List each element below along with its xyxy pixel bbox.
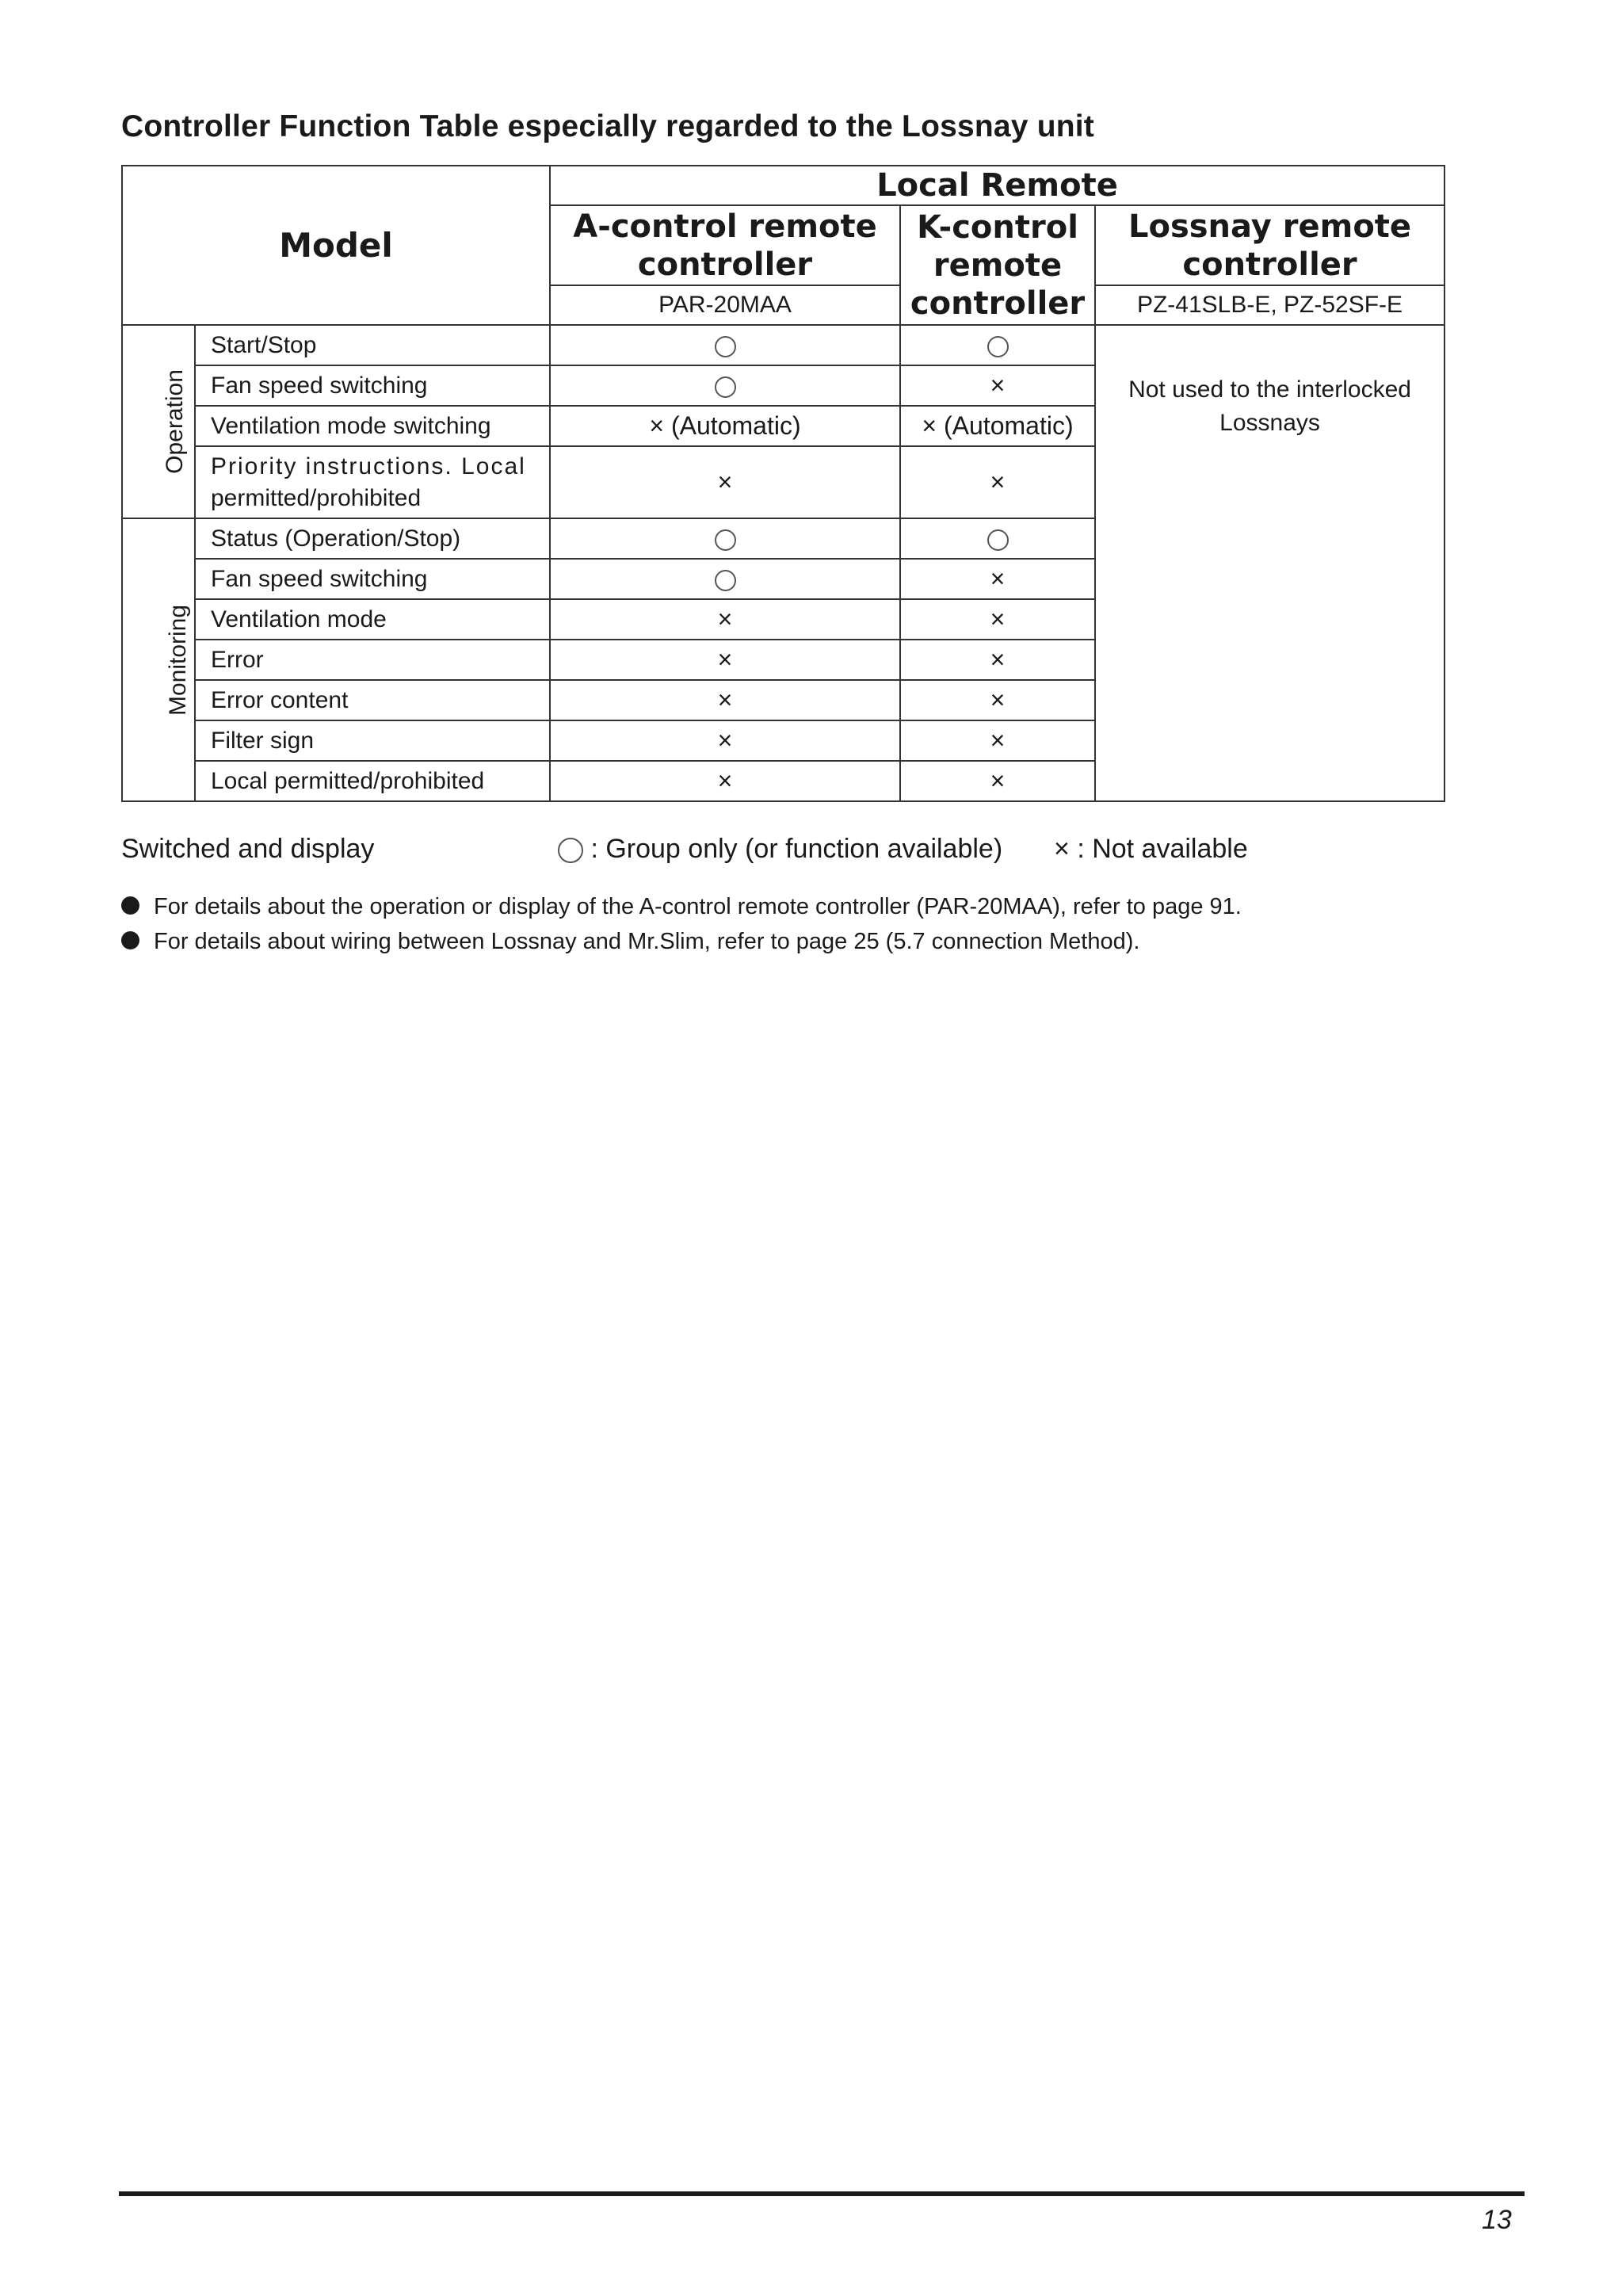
k-control-header — [900, 205, 1095, 325]
group-label-monitoring: Monitoring — [122, 518, 195, 801]
a-control-cell: × (Automatic) — [550, 406, 900, 446]
lossnay-note-line2: Lossnays — [1219, 410, 1320, 436]
function-label: Error content — [195, 680, 550, 720]
lossnay-not-used-note — [1095, 325, 1445, 801]
k-control-cell — [900, 680, 1095, 720]
k-control-cell — [900, 446, 1095, 518]
k-control-cell — [900, 559, 1095, 599]
a-control-cell — [550, 559, 900, 599]
function-label: Ventilation mode — [195, 599, 550, 640]
circle-icon — [715, 570, 736, 591]
circle-icon — [715, 376, 736, 398]
x-mark-icon: × — [990, 726, 1006, 755]
lossnay-model-code: PZ-41SLB-E, PZ-52SF-E — [1095, 285, 1445, 325]
a-control-cell — [550, 599, 900, 640]
function-label — [195, 446, 550, 518]
circle-icon — [558, 838, 583, 863]
note-text: For details about wiring between Lossnay and Mr.Slim, refer to page 25 (5.7 connection Method). — [154, 929, 1140, 954]
legend-circle-text: : Group only (or function available) — [590, 834, 1003, 864]
a-control-cell — [550, 761, 900, 801]
x-mark-icon: × — [990, 605, 1006, 633]
a-control-cell — [550, 518, 900, 559]
footer-rule — [119, 2191, 1525, 2196]
notes-list — [121, 889, 1242, 959]
x-mark-icon: × — [717, 726, 733, 755]
k-control-cell — [900, 720, 1095, 761]
function-label: Fan speed switching — [195, 559, 550, 599]
x-mark-icon: × — [717, 645, 733, 674]
x-mark-icon: × — [717, 766, 733, 795]
legend-x-text: : Not available — [1077, 834, 1248, 864]
x-mark-icon: × — [990, 371, 1006, 399]
lossnay-name-line1: Lossnay remote — [1128, 208, 1412, 245]
a-control-cell — [550, 365, 900, 406]
note-item — [121, 924, 1242, 959]
lossnay-note-line1: Not used to the interlocked — [1128, 376, 1411, 403]
circle-icon — [987, 336, 1009, 357]
k-control-cell — [900, 599, 1095, 640]
function-label-line1: Priority instructions. Local — [211, 453, 526, 479]
function-label: Fan speed switching — [195, 365, 550, 406]
legend-circle — [558, 834, 1002, 865]
circle-icon — [715, 529, 736, 551]
k-control-cell — [900, 325, 1095, 365]
controller-function-table — [121, 165, 1445, 802]
function-label: Error — [195, 640, 550, 680]
legend-title: Switched and display — [121, 834, 375, 864]
function-label: Local permitted/prohibited — [195, 761, 550, 801]
lossnay-name-line2: controller — [1182, 246, 1357, 283]
k-control-cell — [900, 365, 1095, 406]
k-control-cell: × (Automatic) — [900, 406, 1095, 446]
a-control-cell — [550, 720, 900, 761]
x-mark-icon: × — [990, 766, 1006, 795]
bullet-icon — [121, 896, 139, 915]
k-control-cell — [900, 518, 1095, 559]
a-control-cell — [550, 446, 900, 518]
x-mark-icon: × — [990, 645, 1006, 674]
function-label: Ventilation mode switching — [195, 406, 550, 446]
a-control-model-code: PAR-20MAA — [550, 285, 900, 325]
k-control-name-line2: remote — [933, 246, 1063, 284]
x-mark-icon: × — [990, 468, 1006, 496]
function-label-line2: permitted/prohibited — [211, 484, 422, 511]
k-control-cell — [900, 640, 1095, 680]
circle-icon — [987, 529, 1009, 551]
lossnay-header — [1095, 205, 1445, 285]
x-mark-icon: × — [990, 564, 1006, 593]
note-item — [121, 889, 1242, 924]
k-control-name-line1: K-control — [917, 208, 1078, 246]
x-mark-icon: × — [717, 686, 733, 714]
x-mark-icon: × — [717, 468, 733, 496]
function-label: Start/Stop — [195, 325, 550, 365]
group-label-operation: Operation — [122, 325, 195, 518]
x-mark-icon: × — [717, 605, 733, 633]
legend-x — [1054, 834, 1248, 865]
page-number: 13 — [1482, 2205, 1512, 2235]
model-header: Model — [122, 166, 550, 325]
bullet-icon — [121, 931, 139, 949]
local-remote-header: Local Remote — [550, 166, 1445, 205]
a-control-name-line2: controller — [637, 246, 813, 283]
x-mark-icon: × — [1054, 834, 1070, 864]
k-control-cell — [900, 761, 1095, 801]
a-control-header — [550, 205, 900, 285]
a-control-cell — [550, 325, 900, 365]
page-title: Controller Function Table especially regarded to the Lossnay unit — [121, 109, 1094, 143]
a-control-cell — [550, 680, 900, 720]
k-control-name-line3: controller — [910, 285, 1086, 322]
circle-icon — [715, 336, 736, 357]
function-label: Filter sign — [195, 720, 550, 761]
a-control-cell — [550, 640, 900, 680]
x-mark-icon: × — [990, 686, 1006, 714]
note-text: For details about the operation or display of the A-control remote controller (PAR-20MAA), refer to page 91. — [154, 894, 1242, 919]
function-label: Status (Operation/Stop) — [195, 518, 550, 559]
a-control-name-line1: A-control remote — [573, 208, 877, 245]
